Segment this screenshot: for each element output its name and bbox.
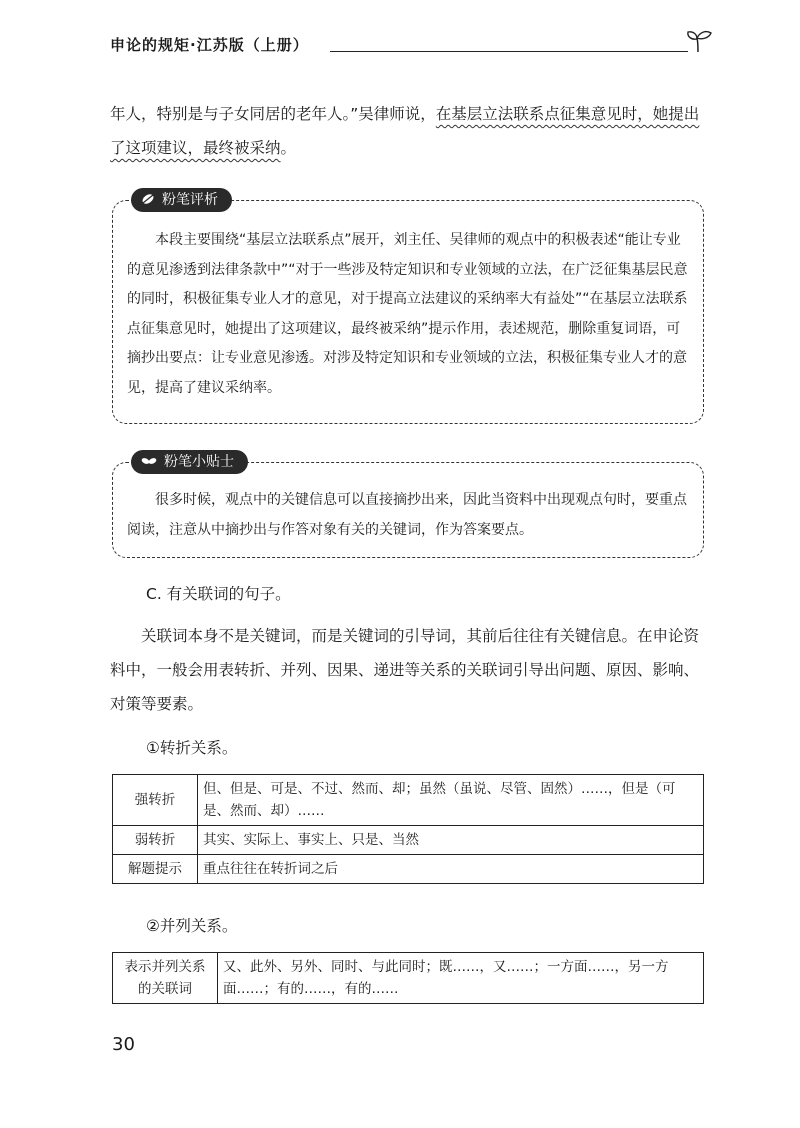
section-c-heading: C. 有关联词的句子。 (146, 585, 291, 603)
turn-table (112, 774, 704, 884)
parallel-table (112, 952, 704, 1004)
highlighted-point: 在基层立法联系点征集意见时，她提出了这项建议，最终被采纳 (110, 105, 700, 157)
table-row (113, 855, 704, 884)
row-content: 重点往往在转折词之后 (198, 855, 704, 884)
sprout-icon (684, 28, 714, 54)
analysis-text: 本段主要围绕“基层立法联系点”展开，刘主任、吴律师的观点中的积极表述“能让专业的意见渗透到法律条款中”“对于一些涉及特定知识和专业领域的立法，在广泛征集基层民意的同时，积极征集专业人才的意见，对于提高立法建议的采纳率大有益处”“在基层立法联系点征集意见时，她提出了这项建议，最终被采纳”提示作用，表述规范，删除重复词语，可摘抄出要点：让专业意见渗透。对涉及特定知识和专业领域的立法，积极征集专业人才的意见，提高了建议采纳率。 (127, 232, 688, 396)
tips-text: 很多时候，观点中的关键信息可以直接摘抄出来，因此当资料中出现观点句时，要重点阅读，注意从中摘抄出与作答对象有关的关键词，作为答案要点。 (127, 492, 687, 538)
turn-heading: ①转折关系。 (146, 739, 238, 757)
row-content: 其实、实际上、事实上、只是、当然 (198, 826, 704, 855)
intro-text: 年人，特别是与子女同居的老年人。”吴律师说， (110, 105, 436, 123)
analysis-box (112, 192, 704, 424)
row-content: 但、但是、可是、不过、然而、却；虽然（虽说、尽管、固然）……，但是（可是、然而、却）…… (198, 775, 704, 826)
page-number: 30 (112, 1034, 135, 1055)
table-row (113, 775, 704, 826)
tips-box (112, 454, 704, 558)
intro-end: 。 (280, 139, 297, 157)
row-content: 又、此外、另外、同时、与此同时；既……，又……；一方面……，另一方面……；有的……，有的…… (218, 953, 704, 1004)
tips-tag (131, 450, 248, 474)
row-label: 强转折 (113, 775, 198, 826)
parallel-heading: ②并列关系。 (146, 917, 238, 935)
analysis-body (127, 226, 689, 403)
row-label: 解题提示 (113, 855, 198, 884)
row-label: 弱转折 (113, 826, 198, 855)
row-label: 表示并列关系的关联词 (113, 953, 218, 1004)
table-row (113, 953, 704, 1004)
book-title: 申论的规矩·江苏版（上册） (110, 36, 309, 54)
table-row (113, 826, 704, 855)
sprout-small-icon (141, 452, 157, 476)
section-c-paragraph: 关联词本身不是关键词，而是关键词的引导词，其前后往往有关键信息。在申论资料中，一般会用表转折、并列、因果、递进等关系的关联词引导出问题、原因、影响、对策等要素。 (110, 627, 700, 713)
header-rule (330, 51, 688, 52)
tips-tag-label: 粉笔小贴士 (164, 454, 234, 470)
running-header (110, 34, 710, 58)
analysis-tag (131, 188, 232, 212)
tips-body (127, 486, 689, 545)
leaf-icon (141, 190, 155, 214)
analysis-tag-label: 粉笔评析 (162, 192, 218, 208)
intro-paragraph (110, 97, 710, 165)
